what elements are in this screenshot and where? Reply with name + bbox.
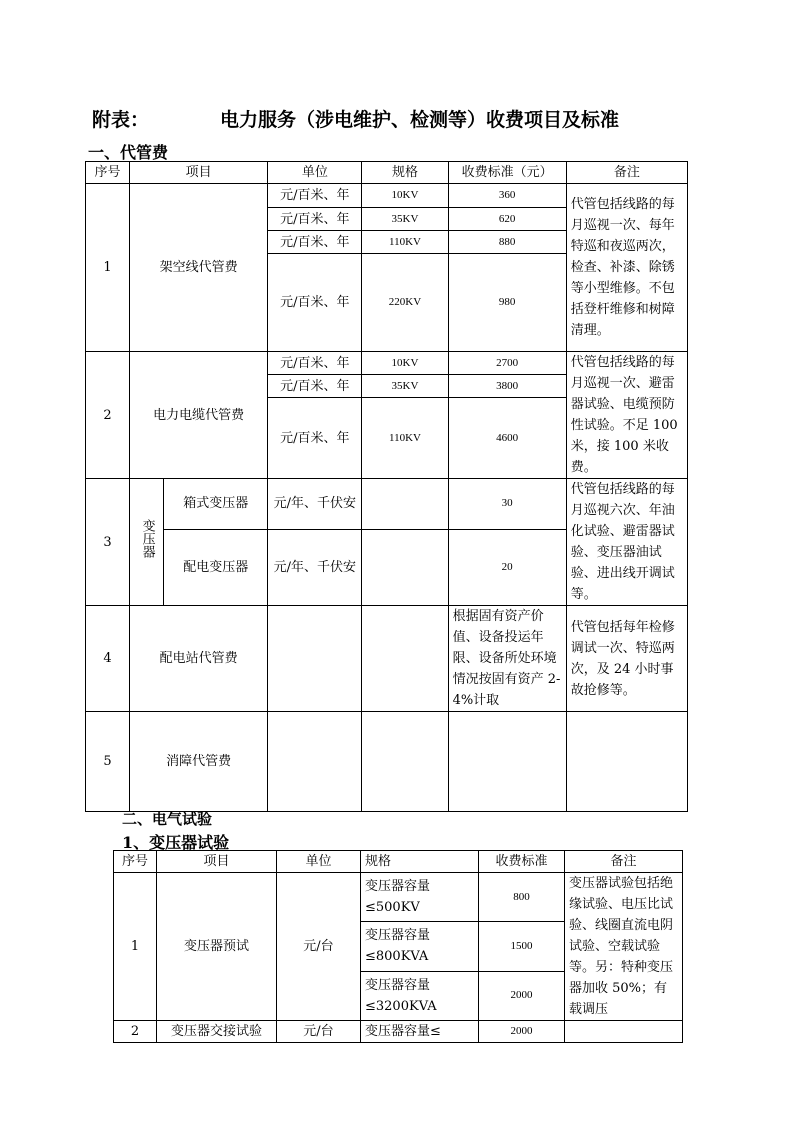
unit-cell bbox=[268, 712, 362, 812]
price-cell: 2700 bbox=[448, 352, 566, 375]
spec-cell bbox=[362, 712, 448, 812]
spec-cell bbox=[362, 529, 448, 605]
unit-cell: 元/年、千伏安 bbox=[268, 479, 362, 530]
header-spec: 规格 bbox=[361, 851, 479, 873]
row-item: 消障代管费 bbox=[130, 712, 268, 812]
management-fee-table bbox=[85, 161, 688, 812]
header-no: 序号 bbox=[86, 162, 130, 184]
header-price: 收费标准（元） bbox=[448, 162, 566, 184]
row-no: 5 bbox=[86, 712, 130, 812]
header-no: 序号 bbox=[114, 851, 157, 873]
unit-cell: 元/台 bbox=[277, 873, 361, 1021]
price-cell: 根据固有资产价值、设备投运年限、设备所处环境情况按固有资产 2-4%计取 bbox=[448, 606, 566, 712]
row-no: 3 bbox=[86, 479, 130, 606]
header-item: 项目 bbox=[157, 851, 277, 873]
unit-cell: 元/百米、年 bbox=[268, 231, 362, 254]
header-item: 项目 bbox=[130, 162, 268, 184]
unit-cell: 元/百米、年 bbox=[268, 254, 362, 352]
spec-cell: 35KV bbox=[362, 375, 448, 398]
spec-cell: 10KV bbox=[362, 352, 448, 375]
unit-cell: 元/台 bbox=[277, 1021, 361, 1043]
price-cell: 1500 bbox=[479, 922, 565, 971]
note-cell: 变压器试验包括绝缘试验、电压比试验、线圈直流电阴试验、空载试验等。另：特种变压器加收 50%；有载调压 bbox=[565, 873, 683, 1021]
spec-cell: 35KV bbox=[362, 208, 448, 231]
header-note: 备注 bbox=[565, 851, 683, 873]
table-row bbox=[114, 1021, 683, 1043]
header-note: 备注 bbox=[566, 162, 687, 184]
spec-cell: 变压器容量≤800KVA bbox=[361, 922, 479, 971]
row-no: 4 bbox=[86, 606, 130, 712]
row-no: 2 bbox=[114, 1021, 157, 1043]
transformer-group-label: 变压器 bbox=[130, 479, 164, 606]
header-price: 收费标准 bbox=[479, 851, 565, 873]
table-row bbox=[86, 479, 688, 530]
price-cell bbox=[448, 712, 566, 812]
unit-cell: 元/百米、年 bbox=[268, 208, 362, 231]
header-unit: 单位 bbox=[268, 162, 362, 184]
row-item: 架空线代管费 bbox=[130, 184, 268, 352]
section-heading-management-fee: 一、代管费 bbox=[88, 143, 169, 162]
unit-cell: 元/年、千伏安 bbox=[268, 529, 362, 605]
price-cell: 30 bbox=[448, 479, 566, 530]
spec-cell: 变压器容量≤3200KVA bbox=[361, 971, 479, 1020]
table-row bbox=[86, 606, 688, 712]
table-row bbox=[114, 873, 683, 922]
price-cell: 620 bbox=[448, 208, 566, 231]
price-cell: 4600 bbox=[448, 398, 566, 479]
price-cell: 2000 bbox=[479, 971, 565, 1020]
row-item: 变压器交接试验 bbox=[157, 1021, 277, 1043]
row-no: 1 bbox=[114, 873, 157, 1021]
spec-cell: 变压器容量≤500KV bbox=[361, 873, 479, 922]
price-cell: 20 bbox=[448, 529, 566, 605]
section-heading-electrical-test: 二、电气试验 bbox=[122, 810, 213, 828]
spec-cell: 110KV bbox=[362, 398, 448, 479]
spec-cell bbox=[362, 606, 448, 712]
header-unit: 单位 bbox=[277, 851, 361, 873]
spec-cell: 110KV bbox=[362, 231, 448, 254]
header-spec: 规格 bbox=[362, 162, 448, 184]
price-cell: 360 bbox=[448, 184, 566, 208]
table-header-row bbox=[86, 162, 688, 184]
table-row bbox=[86, 712, 688, 812]
table-row bbox=[86, 352, 688, 375]
row-item: 箱式变压器 bbox=[164, 479, 268, 530]
row-no: 2 bbox=[86, 352, 130, 479]
spec-cell bbox=[362, 479, 448, 530]
note-cell: 代管包括每年检修调试一次、特巡两次，及 24 小时事故抢修等。 bbox=[566, 606, 687, 712]
row-item: 变压器预试 bbox=[157, 873, 277, 1021]
note-cell: 代管包括线路的每月巡视一次、避雷器试验、电缆预防性试验。不足 100 米，接 100 米收费。 bbox=[566, 352, 687, 479]
doc-prefix: 附表： bbox=[92, 109, 150, 131]
price-cell: 800 bbox=[479, 873, 565, 922]
row-item: 配电站代管费 bbox=[130, 606, 268, 712]
unit-cell: 元/百米、年 bbox=[268, 352, 362, 375]
note-cell bbox=[566, 712, 687, 812]
row-item: 配电变压器 bbox=[164, 529, 268, 605]
price-cell: 880 bbox=[448, 231, 566, 254]
price-cell: 2000 bbox=[479, 1021, 565, 1043]
note-cell bbox=[565, 1021, 683, 1043]
table-row bbox=[86, 184, 688, 208]
row-item: 电力电缆代管费 bbox=[130, 352, 268, 479]
spec-cell: 220KV bbox=[362, 254, 448, 352]
price-cell: 3800 bbox=[448, 375, 566, 398]
transformer-test-table bbox=[113, 850, 683, 1043]
subsection-heading-transformer-test: 1、变压器试验 bbox=[122, 833, 230, 852]
table-header-row bbox=[114, 851, 683, 873]
unit-cell: 元/百米、年 bbox=[268, 184, 362, 208]
row-no: 1 bbox=[86, 184, 130, 352]
spec-cell: 10KV bbox=[362, 184, 448, 208]
unit-cell bbox=[268, 606, 362, 712]
doc-title: 电力服务（涉电维护、检测等）收费项目及标准 bbox=[220, 109, 620, 131]
unit-cell: 元/百米、年 bbox=[268, 398, 362, 479]
spec-cell: 变压器容量≤ bbox=[361, 1021, 479, 1043]
unit-cell: 元/百米、年 bbox=[268, 375, 362, 398]
note-cell: 代管包括线路的每月巡视一次、每年特巡和夜巡两次，检查、补漆、除锈等小型维修。不包括登杆维修和树障清理。 bbox=[566, 184, 687, 352]
price-cell: 980 bbox=[448, 254, 566, 352]
note-cell: 代管包括线路的每月巡视六次、年油化试验、避雷器试验、变压器油试验、进出线开调试等。 bbox=[566, 479, 687, 606]
